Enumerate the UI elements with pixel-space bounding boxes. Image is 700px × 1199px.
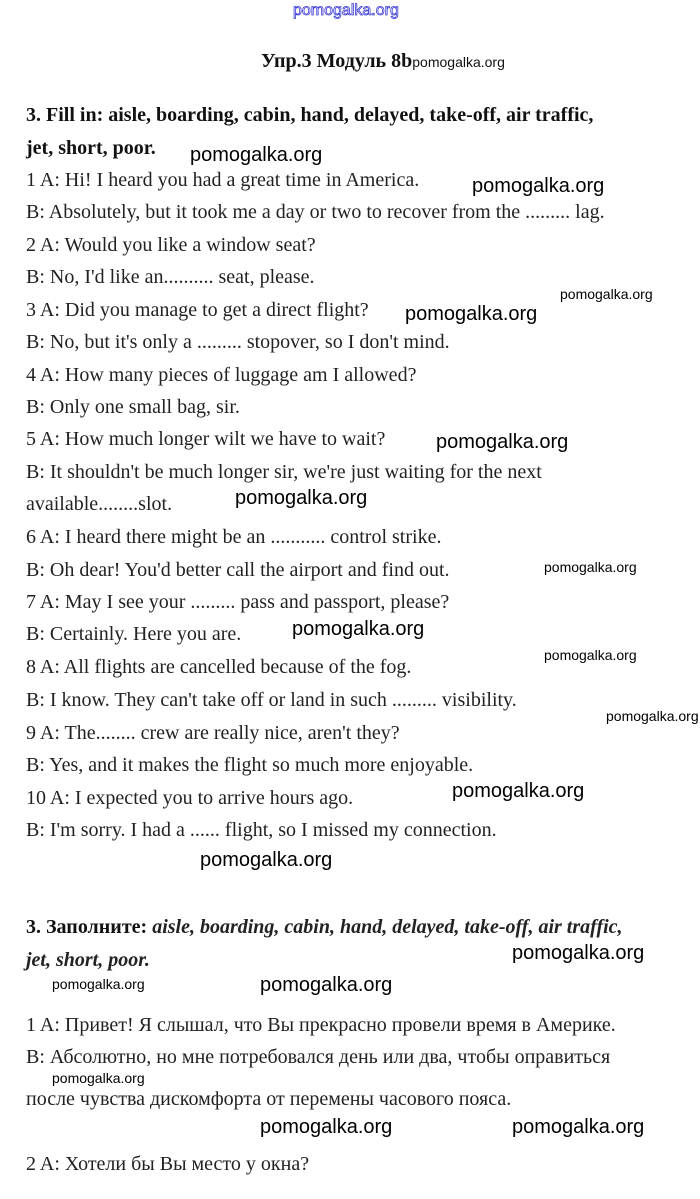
watermark: pomogalka.org: [260, 1116, 393, 1138]
exercise-heading: 3. Fill in: aisle, boarding, cabin, hand, delayed, take-off, air traffic,: [26, 104, 594, 126]
watermark: pomogalka.org: [436, 431, 569, 453]
watermark: pomogalka.org: [412, 54, 505, 70]
watermark: pomogalka.org: [512, 1116, 645, 1138]
exercise-heading: jet, short, poor.: [26, 137, 156, 159]
dialogue-line: B: Only one small bag, sir.: [26, 396, 240, 418]
watermark: pomogalka.org: [52, 976, 145, 992]
heading-words: aisle, boarding, cabin, hand, delayed, take-off, air traffic,: [152, 916, 623, 938]
watermark: pomogalka.org: [260, 974, 393, 996]
dialogue-line: B: Certainly. Here you are.: [26, 623, 242, 645]
dialogue-line: B: It shouldn't be much longer sir, we're just waiting for the next: [26, 461, 542, 483]
dialogue-line: B: No, but it's only a ......... stopover, so I don't mind.: [26, 331, 450, 353]
dialogue-line: 1 A: Hi! I heard you had a great time in America.: [26, 169, 420, 191]
russian-heading: jet, short, poor.: [26, 949, 150, 971]
page-title: [261, 50, 505, 73]
watermark: pomogalka.org: [606, 708, 699, 724]
dialogue-line: 3 A: Did you manage to get a direct flight?: [26, 299, 369, 321]
translation-line: B: Абсолютно, но мне потребовался день или два, чтобы оправиться: [26, 1046, 611, 1068]
title-text: Упр.3 Модуль 8b: [261, 50, 413, 72]
watermark-top: pomogalka.org: [293, 2, 399, 19]
watermark: pomogalka.org: [452, 780, 585, 802]
watermark: pomogalka.org: [472, 175, 605, 197]
dialogue-line: available........slot.: [26, 493, 173, 515]
russian-heading: [26, 915, 623, 939]
dialogue-line: B: Absolutely, but it took me a day or two to recover from the ......... lag.: [26, 201, 605, 223]
dialogue-line: 10 A: I expected you to arrive hours ago.: [26, 787, 354, 809]
translation-line: 2 A: Хотели бы Вы место у окна?: [26, 1153, 310, 1175]
dialogue-line: 2 A: Would you like a window seat?: [26, 234, 316, 256]
dialogue-line: 9 A: The........ crew are really nice, aren't they?: [26, 722, 400, 744]
watermark: pomogalka.org: [200, 849, 333, 871]
dialogue-line: B: Oh dear! You'd better call the airport and find out.: [26, 559, 450, 581]
watermark: pomogalka.org: [512, 942, 645, 964]
watermark: pomogalka.org: [544, 647, 637, 663]
watermark: pomogalka.org: [544, 559, 637, 575]
watermark: pomogalka.org: [235, 487, 368, 509]
dialogue-line: B: No, I'd like an.......... seat, please.: [26, 266, 315, 288]
dialogue-line: 5 A: How much longer wilt we have to wait?: [26, 428, 386, 450]
dialogue-line: 7 A: May I see your ......... pass and passport, please?: [26, 591, 450, 613]
watermark: pomogalka.org: [560, 286, 653, 302]
dialogue-line: 4 A: How many pieces of luggage am I allowed?: [26, 364, 417, 386]
heading-prefix: 3. Заполните:: [26, 916, 148, 938]
translation-line: 1 A: Привет! Я слышал, что Вы прекрасно провели время в Америке.: [26, 1014, 616, 1036]
dialogue-line: B: Yes, and it makes the flight so much more enjoyable.: [26, 754, 474, 776]
dialogue-line: 6 A: I heard there might be an ........... control strike.: [26, 526, 442, 548]
dialogue-line: B: I'm sorry. I had a ...... flight, so I missed my connection.: [26, 819, 497, 841]
dialogue-line: B: I know. They can't take off or land in such ......... visibility.: [26, 689, 517, 711]
watermark: pomogalka.org: [292, 618, 425, 640]
watermark: pomogalka.org: [52, 1070, 145, 1086]
dialogue-line: 8 A: All flights are cancelled because of the fog.: [26, 656, 412, 678]
watermark: pomogalka.org: [405, 303, 538, 325]
translation-line: после чувства дискомфорта от перемены часового пояса.: [26, 1088, 512, 1110]
watermark: pomogalka.org: [190, 144, 323, 166]
